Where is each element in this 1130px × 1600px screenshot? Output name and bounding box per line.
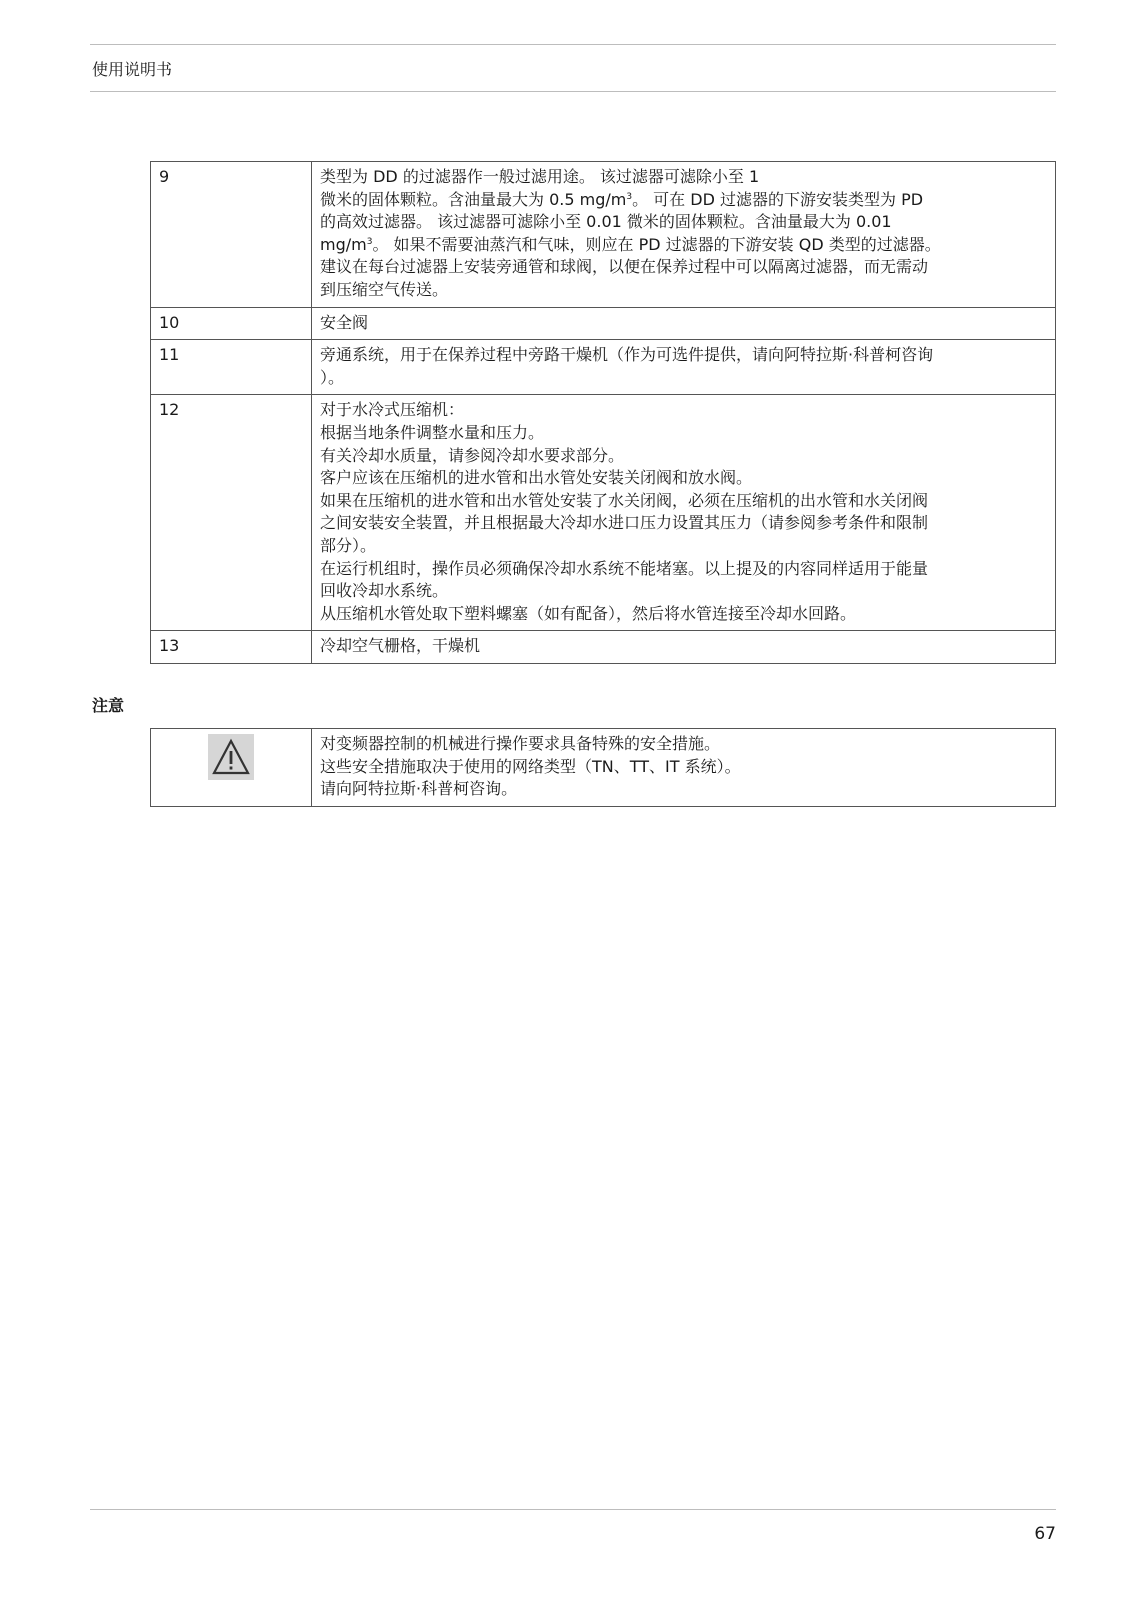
- header-top-rule: [90, 44, 1056, 45]
- description-line: 类型为 DD 的过滤器作一般过滤用途。 该过滤器可滤除小至 1: [320, 167, 760, 186]
- description-line: 如果在压缩机的进水管和出水管处安装了水关闭阀，必须在压缩机的出水管和水关闭阀: [320, 490, 929, 510]
- warning-triangle-icon: [208, 734, 254, 780]
- table-row: [151, 395, 1056, 631]
- description-line: 旁通系统，用于在保养过程中旁路干燥机（作为可选件提供，请向阿特拉斯·科普柯咨询: [320, 345, 934, 365]
- item-description: [312, 395, 1056, 631]
- header-bottom-rule: [90, 91, 1056, 92]
- footer-rule: [90, 1509, 1056, 1510]
- description-line: [320, 189, 1047, 212]
- item-description: [312, 340, 1056, 395]
- notice-icon-cell: [151, 729, 312, 807]
- description-line: 部分）。: [320, 535, 377, 555]
- line-text: 微米的固体颗粒。含油量最大为 0.5 mg/m: [320, 189, 627, 209]
- description-line: 回收冷却水系统。: [320, 581, 449, 601]
- item-number: 10: [151, 307, 312, 340]
- description-line: 从压缩机水管处取下塑料螺塞（如有配备），然后将水管连接至冷却水回路。: [320, 603, 857, 623]
- description-line: [320, 234, 1047, 257]
- notice-heading: 注意: [92, 696, 125, 715]
- component-table: [150, 161, 1056, 664]
- description-line: 的高效过滤器。 该过滤器可滤除小至 0.01 微米的固体颗粒。含油量最大为 0.01: [320, 212, 892, 232]
- item-description: [312, 162, 1056, 308]
- notice-line: 对变频器控制的机械进行操作要求具备特殊的安全措施。: [320, 734, 721, 753]
- description-line: ）。: [320, 367, 345, 387]
- notice-line: 这些安全措施取决于使用的网络类型（TN、TT、IT 系统）。: [320, 756, 741, 776]
- line-text: 。 可在 DD 过滤器的下游安装类型为 PD: [632, 189, 924, 209]
- notice-row: [151, 729, 1056, 807]
- page-number: 67: [1034, 1524, 1056, 1544]
- description-line: 建议在每台过滤器上安装旁通管和球阀，以便在保养过程中可以隔离过滤器，而无需动: [320, 257, 929, 277]
- table-row: [151, 307, 1056, 340]
- notice-line: 请向阿特拉斯·科普柯咨询。: [320, 779, 518, 799]
- superscript: 3: [366, 236, 373, 247]
- description-line: 冷却空气栅格，干燥机: [320, 636, 481, 656]
- item-number: 13: [151, 631, 312, 664]
- table-row: [151, 340, 1056, 395]
- item-number: 9: [151, 162, 312, 308]
- description-line: 根据当地条件调整水量和压力。: [320, 422, 545, 442]
- item-number: 12: [151, 395, 312, 631]
- item-description: [312, 631, 1056, 664]
- header-title: 使用说明书: [92, 60, 173, 79]
- item-description: [312, 307, 1056, 340]
- description-line: 到压缩空气传送。: [320, 279, 449, 299]
- description-line: 之间安装安全装置，并且根据最大冷却水进口压力设置其压力（请参阅参考条件和限制: [320, 513, 929, 533]
- description-line: 有关冷却水质量，请参阅冷却水要求部分。: [320, 445, 625, 465]
- notice-text-cell: [312, 729, 1056, 807]
- table-row: [151, 631, 1056, 664]
- description-line: 客户应该在压缩机的进水管和出水管处安装关闭阀和放水阀。: [320, 468, 753, 488]
- item-number: 11: [151, 340, 312, 395]
- description-line: 在运行机组时，操作员必须确保冷却水系统不能堵塞。以上提及的内容同样适用于能量: [320, 558, 929, 578]
- line-text: mg/m: [320, 234, 367, 254]
- superscript: 3: [626, 191, 633, 202]
- description-line: 安全阀: [320, 312, 369, 332]
- line-text: 。 如果不需要油蒸汽和气味，则应在 PD 过滤器的下游安装 QD 类型的过滤器。: [372, 234, 941, 254]
- description-line: 对于水冷式压缩机：: [320, 400, 465, 420]
- table-row: [151, 162, 1056, 308]
- notice-table: [150, 728, 1056, 807]
